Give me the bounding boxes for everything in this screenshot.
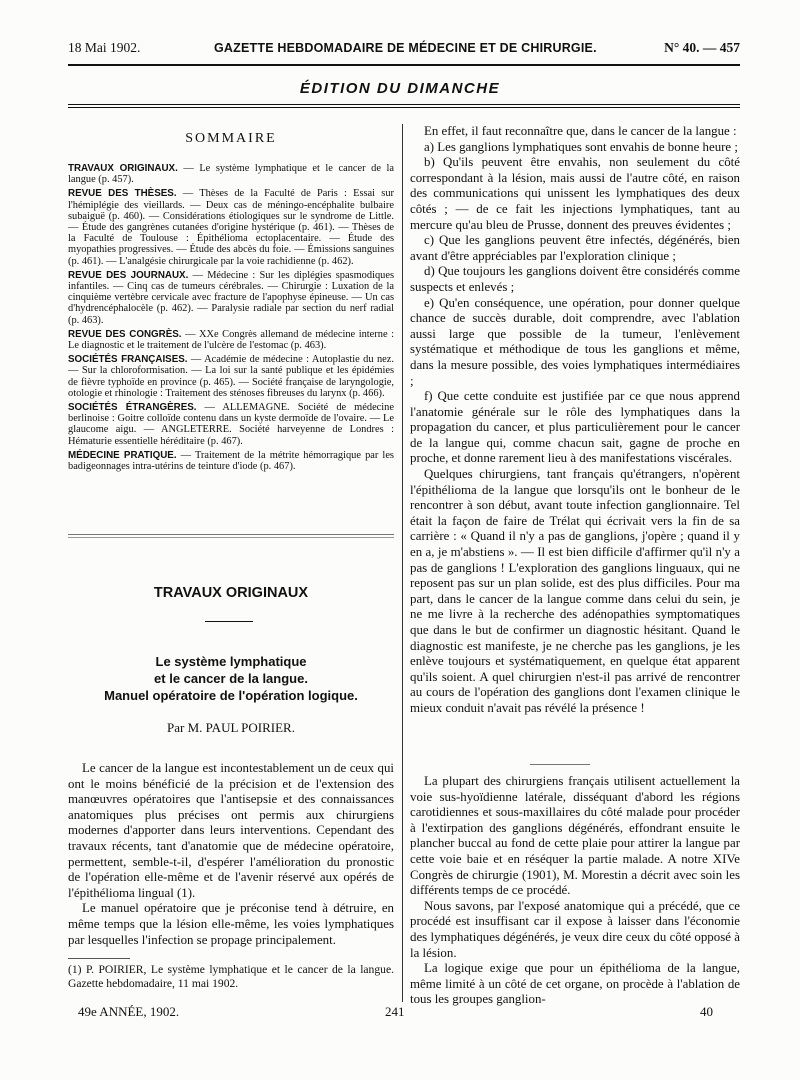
article-body-right-2	[410, 774, 740, 1008]
article-title-line: et le cancer de la langue.	[154, 671, 308, 686]
sommaire-entry-text: — XXe Congrès allemand de médecine interne : Le diagnostic et le traitement de l'ulcère de l'estomac (p. 463).	[68, 328, 394, 352]
sommaire-entry-label: SOCIÉTÉS ÉTRANGÈRES.	[68, 402, 197, 414]
body-paragraph: c) Que les ganglions peuvent être infectés, dégénérés, bien avant d'être appréciables par l'exploration clinique ;	[410, 233, 740, 263]
body-paragraph: Le manuel opératoire que je préconise tend à détruire, en même temps que la lésion elle-même, les voies lymphatiques par lesquelles l'infection se propage principalement.	[68, 901, 394, 947]
sheet-number: 40	[700, 1004, 713, 1019]
edition-rule-top	[68, 104, 740, 105]
sommaire-entry-text: — Médecine : Sur les diplégies spasmodiques infantiles. — Cinq cas de tumeurs cérébrales. — Chirurgie : Luxation de la cinquième vertèbre cervicale avec fracture de l'apophyse épineuse. — Un cas d'hydrencéphalocèle (p. 462). — Paralysie radiale par section du nerf radial (p. 463).	[68, 269, 395, 326]
sommaire-entry-label: MÉDECINE PRATIQUE.	[68, 449, 177, 461]
sommaire-entry	[68, 402, 394, 447]
article-title-line: Manuel opératoire de l'opération logique.	[104, 688, 358, 703]
body-paragraph: Quelques chirurgiens, tant français qu'étrangers, n'opèrent l'épithélioma de la langue que lorsqu'ils ont le bonheur de le rencontrer à son début, avant toute infection ganglionnaire. Tel était la façon de faire de Trélat qui écrivait vers la fin de sa carrière : « Quand il n'y a pas de ganglions, j'opère ; quand il y en a, je m'abstiens ». — Il est bien difficile d'affirmer qu'il n'y a pas de ganglions ! L'exploration des ganglions linguaux, qui ne reposent pas sur un plan solide, est des plus difficiles. Pour ma part, dans le cancer de la langue comme dans celui du sein, je ne me livre à la recherche des adénopathies symptomatiques que dans le but de confirmer un diagnostic hésitant. Quand le diagnostic est manifeste, je ne cherche pas les ganglions, je les enlève toujours et systématiquement, en quelque état apparent qu'ils soient. A quel chirurgien n'est-il pas arrivé de rencontrer au cours de l'opération des ganglions dont l'examen clinique le mieux conduit n'avait pas révélé la présence !	[410, 467, 740, 715]
sommaire-entry-label: REVUE DES JOURNAUX.	[68, 269, 189, 281]
body-paragraph: Le cancer de la langue est incontestablement un de ceux qui ont le moins bénéficié de la précision et de l'extension des manœuvres opératoires que l'antisepsie et des connaissances anatomiques plus précises ont permis aux chirurgiens modernes d'apporter dans leurs interventions. Cependant des travaux récents, tant d'anatomie que de médecine opératoire, permettent, semble-t-il, d'espérer l'amélioration du pronostic de l'opération elle-même et de l'avenir réservé aux opérés de l'épithélioma lingual (1).	[68, 761, 394, 900]
sommaire-divider	[68, 534, 394, 535]
sommaire-entry	[68, 450, 394, 472]
sommaire-entry-text: — Académie de médecine : Autoplastie du nez. — Sur la chloroformisation. — La loi sur la santé publique et les épidémies de fièvre typhoïde en province (p. 465). — Société française de laryngologie, otologie et rhinologie : Traitement des sténoses fibreuses du larynx (p. 466).	[68, 354, 395, 399]
sommaire-entry-text: — Traitement de la métrite hémorragique par les badigeonnages intra-utérins de teinture d'iode (p. 467).	[68, 449, 394, 473]
edition-banner: ÉDITION DU DIMANCHE	[299, 80, 501, 97]
volume-year: 49e ANNÉE, 1902.	[78, 1004, 180, 1019]
footnote-rule	[68, 958, 130, 959]
edition-rule-bottom	[68, 107, 740, 108]
sommaire-entry-label: SOCIÉTÉS FRANÇAISES.	[68, 354, 188, 366]
sommaire-entry-label: TRAVAUX ORIGINAUX.	[68, 163, 178, 174]
section-title: TRAVAUX ORIGINAUX	[153, 585, 309, 601]
body-paragraph: f) Que cette conduite est justifiée par ce que nous apprend l'anatomie générale sur le rôle des lymphatiques dans la propagation du cancer, et plus particulièrement pour le cancer de la langue qui, comme chacun sait, gagne de proche en proche, et donne rarement lieu à des manifestations viscérales.	[410, 389, 740, 466]
article-title-line: Le système lymphatique	[155, 654, 307, 669]
body-paragraph: La plupart des chirurgiens français utilisent actuellement la voie sus-hyoïdienne latérale, disséquant d'abord les régions carotidiennes et sous-maxillaires du côté malade pour procéder à l'extirpation des ganglions dégénérés, effondrant ensuite le plancher buccal au fond de cette plaie pour attirer la langue par cette voie baie et en réséquer la partie malade. A notre XIVe Congrès de chirurgie (1901), M. Morestin a décrit avec soin les différents temps de ce procédé.	[410, 774, 740, 898]
article-title	[68, 653, 394, 704]
page-number: N° 40. — 457	[664, 40, 740, 55]
paragraph-separator	[530, 764, 590, 765]
sommaire-entry-label: REVUE DES THÈSES.	[68, 188, 177, 200]
sommaire-entry-text: — Thèses de la Faculté de Paris : Essai sur l'hémiplégie des vieillards. — Deux cas de méningo-encéphalite bulbaire subaiguë (p. 460). — Considérations étiologiques sur le syndrome de Little. — Étude des gangrènes cutanées d'origine hystérique (p. 461). — Thèses de la Faculté de Toulouse : Épithélioma ectoplacentaire. — Étude des myopathies progressives. — Étude des abcès du foie. — Émissions sanguines (p. 461). — L'analgésie chirurgicale par la voie rachidienne (p. 462).	[68, 188, 394, 267]
sommaire-divider-2	[68, 537, 394, 538]
body-paragraph: d) Que toujours les ganglions doivent être considérés comme suspects et enlevés ;	[410, 264, 740, 294]
header-rule	[68, 64, 740, 66]
folio: 241	[385, 1004, 405, 1019]
running-head	[68, 40, 740, 62]
article-body-right	[410, 124, 740, 717]
sommaire-entry-label: REVUE DES CONGRÈS.	[68, 328, 182, 340]
column-divider	[402, 124, 403, 1002]
sommaire-entry	[68, 163, 394, 185]
body-paragraph: La logique exige que pour un épithélioma de la langue, même limité à un côté de cet organe, on procède à l'ablation de tous les groupes ganglion-	[410, 961, 740, 1007]
issue-date: 18 Mai 1902.	[68, 40, 141, 55]
sommaire-entry-text: — Le système lymphatique et le cancer de la langue (p. 457).	[68, 163, 394, 186]
byline-prefix: Par M.	[167, 720, 206, 735]
footnote: (1) P. POIRIER, Le système lymphatique et le cancer de la langue. Gazette hebdomadaire, 11 mai 1902.	[68, 963, 394, 990]
byline	[68, 720, 394, 736]
body-paragraph: En effet, il faut reconnaître que, dans le cancer de la langue :	[424, 124, 737, 138]
sommaire-list	[68, 163, 394, 475]
body-paragraph: b) Qu'ils peuvent être envahis, non seulement du côté correspondant à la lésion, mais aussi de l'autre côté, en raison des communications qui unissent les lymphatiques des deux côtés ; — de ce fait les injections lymphatiques, tant au mercure qu'au bleu de Prusse, donnent des preuves évidentes ;	[410, 155, 740, 232]
sommaire-entry	[68, 329, 394, 351]
body-paragraph: a) Les ganglions lymphatiques sont envahis de bonne heure ;	[424, 139, 738, 154]
section-rule	[205, 621, 253, 622]
article-body-left	[68, 761, 394, 948]
sommaire-title: SOMMAIRE	[185, 131, 277, 146]
sommaire-entry	[68, 270, 394, 326]
journal-title: GAZETTE HEBDOMADAIRE DE MÉDECINE ET DE CHIRURGIE.	[214, 41, 597, 55]
author-name: PAUL POIRIER.	[205, 720, 295, 735]
sommaire-entry	[68, 188, 394, 266]
body-paragraph: Nous savons, par l'exposé anatomique qui a précédé, que ce procédé est insuffisant car il expose à laisser dans l'économie des lymphatiques dégénérés, je veux dire ceux du côté opposé à la lésion.	[410, 898, 740, 960]
sommaire-entry-text: — ALLEMAGNE. Société de médecine berlinoise : Goitre colloïde contenu dans un kyste dermoïde de l'ovaire. — Le glaucome aigu. — ANGLETERRE. Société harveyenne de Londres : Hématurie essentielle héréditaire (p. 467).	[68, 402, 394, 447]
sommaire-entry	[68, 354, 394, 399]
body-paragraph: e) Qu'en conséquence, une opération, pour donner quelque chance de succès durable, doit comprendre, avec l'ablation aussi large que possible de la tumeur, l'enlèvement systématique et méthodique de tous les ganglions et même, dans la mesure possible, des voies lymphatiques intermédiaires ;	[410, 295, 740, 388]
